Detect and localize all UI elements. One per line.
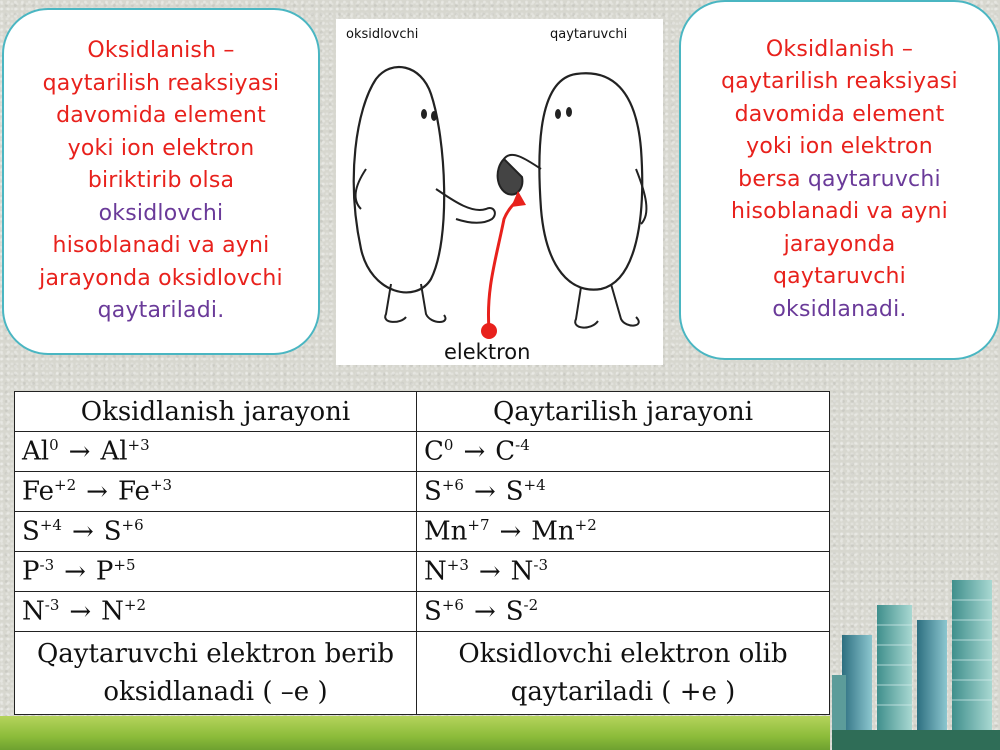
left-bubble-line: davomida element <box>56 103 266 129</box>
table-cell: $Mn^{+7} \to Mn^{+2}$ <box>417 512 830 552</box>
left-bubble-line: biriktirib olsa <box>87 168 235 194</box>
cartoon-figures-image <box>336 19 663 365</box>
table-cell: $N^{+3} \to N^{-3}$ <box>417 552 830 592</box>
right-bubble-line: yoki ion elektron <box>746 134 933 160</box>
oksidlovchi-label: oksidlovchi <box>346 27 419 42</box>
table-cell: $S^{+4} \to S^{+6}$ <box>15 512 417 552</box>
right-bubble-line: qaytarilish reaksiyasi <box>721 69 958 95</box>
right-bubble-line: qaytaruvchi <box>773 264 906 290</box>
bottom-green-strip <box>0 716 830 750</box>
elektron-label: elektron <box>444 340 531 364</box>
buildings-decoration-image <box>832 575 1000 750</box>
table-cell: $Fe^{+2} \to Fe^{+3}$ <box>15 472 417 512</box>
left-bubble-text <box>39 35 283 328</box>
right-bubble-line: jarayonda <box>783 231 896 257</box>
redox-table <box>14 391 830 715</box>
right-info-bubble <box>679 0 1000 360</box>
table-cell: $Al^0 \to Al^{+3}$ <box>15 432 417 472</box>
redox-illustration <box>336 19 663 365</box>
right-bubble-line: hisoblanadi va ayni <box>731 199 948 225</box>
left-bubble-line: yoki ion elektron <box>67 135 255 161</box>
left-bubble-line: Oksidlanish – <box>87 38 235 64</box>
left-bubble-line: qaytarilish reaksiyasi <box>42 70 280 96</box>
header-oksidlanish: Oksidlanish jarayoni <box>15 392 417 432</box>
footer-oksidlovchi: Oksidlovchi elektron olib qaytariladi ( +e ) <box>417 632 830 715</box>
left-bubble-term-qaytariladi: qaytariladi. <box>97 298 225 324</box>
qaytaruvchi-label: qaytaruvchi <box>550 27 628 42</box>
table-cell: $S^{+6} \to S^{-2}$ <box>417 592 830 632</box>
table-row <box>15 592 830 632</box>
table-cell: $P^{-3} \to P^{+5}$ <box>15 552 417 592</box>
right-bubble-term-qaytaruvchi: qaytaruvchi <box>807 166 941 192</box>
right-bubble-line: bersa <box>738 166 808 192</box>
right-bubble-line: Oksidlanish – <box>765 36 914 62</box>
table-header-row <box>15 392 830 432</box>
table-row <box>15 472 830 512</box>
footer-qaytaruvchi: Qaytaruvchi elektron berib oksidlanadi ( –e ) <box>15 632 417 715</box>
left-bubble-term-oksidlovchi: oksidlovchi <box>98 200 224 226</box>
table-row <box>15 432 830 472</box>
table-cell: $C^0 \to C^{-4}$ <box>417 432 830 472</box>
left-bubble-line: jarayonda oksidlovchi <box>39 265 283 291</box>
table-row <box>15 512 830 552</box>
right-bubble-text <box>721 34 958 327</box>
table-footer-row <box>15 632 830 715</box>
right-bubble-line: davomida element <box>734 101 945 127</box>
right-bubble-term-oksidlanadi: oksidlanadi. <box>772 296 907 322</box>
left-info-bubble <box>2 8 320 355</box>
table-row <box>15 552 830 592</box>
table-cell: $N^{-3} \to N^{+2}$ <box>15 592 417 632</box>
header-qaytarilish: Qaytarilish jarayoni <box>417 392 830 432</box>
left-bubble-line: hisoblanadi va ayni <box>52 233 270 259</box>
table-cell: $S^{+6} \to S^{+4}$ <box>417 472 830 512</box>
